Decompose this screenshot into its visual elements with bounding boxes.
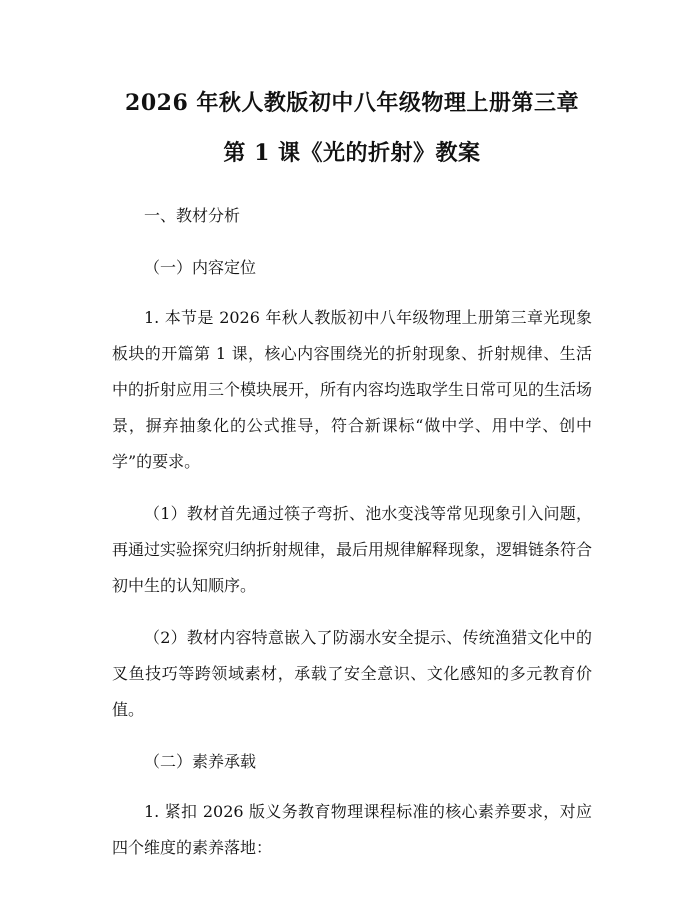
subsection-heading-literacy-carrying: （二）素养承载 (144, 752, 257, 771)
title-line-1: 2026 年秋人教版初中八年级物理上册第三章 (125, 90, 579, 116)
paragraph-core-literacy: 1. 紧扣 2026 版义务教育物理课程标准的核心素养要求，对应四个维度的素养落地： (112, 802, 592, 857)
subsection-heading-content-positioning: （一）内容定位 (144, 258, 257, 277)
paragraph-material-structure: （1）教材首先通过筷子弯折、池水变浅等常见现象引入问题，再通过实验探究归纳折射规律，最后用规律解释现象，逻辑链条符合初中生的认知顺序。 (112, 504, 593, 595)
document-title (112, 78, 592, 178)
paragraph-educational-value: （2）教材内容特意嵌入了防溺水安全提示、传统渔猎文化中的叉鱼技巧等跨领域素材，承载了安全意识、文化感知的多元教育价值。 (112, 628, 592, 719)
title-line-2: 第 1 课《光的折射》教案 (223, 140, 481, 166)
section-heading-teaching-material-analysis: 一、教材分析 (144, 206, 241, 225)
document-body (112, 198, 592, 866)
paragraph-content-overview: 1. 本节是 2026 年秋人教版初中八年级物理上册第三章光现象板块的开篇第 1 课，核心内容围绕光的折射现象、折射规律、生活中的折射应用三个模块展开，所有内容均选取学生日常可见的生活场景，摒弃抽象化的公式推导，符合新课标“做中学、用中学、创中学”的要求。 (112, 308, 593, 471)
